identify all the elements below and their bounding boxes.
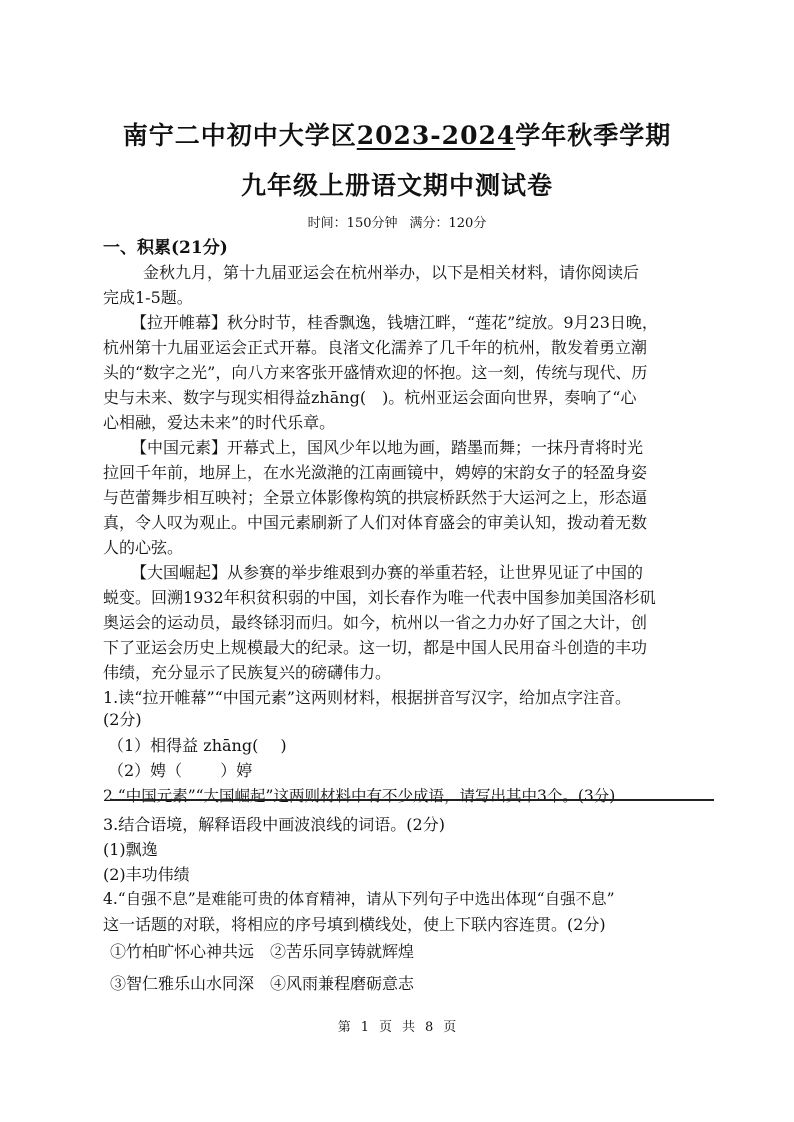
section-heading: 一、积累(21分) <box>103 238 228 258</box>
page-total: 8 <box>425 1020 434 1035</box>
exam-title-line1 <box>0 116 794 152</box>
passage-line: 拉回千年前，地屏上，在水光潋滟的江南画镜中，娉婷的宋韵女子的轻盈身姿 <box>103 463 648 482</box>
passage-line: 人的心弦。 <box>103 538 184 557</box>
answer-line[interactable] <box>110 799 714 801</box>
passage-line: 奥运会的运动员，最终铩羽而归。如今，杭州以一省之力办好了国之大计，创 <box>103 613 648 632</box>
question-3: 3.结合语境，解释语段中画波浪线的词语。(2分) <box>103 815 445 834</box>
page-number: 1 <box>360 1020 369 1035</box>
question-1: 1.读“拉开帷幕”“中国元素”这两则材料，根据拼音写汉字，给加点字注音。 <box>103 688 631 707</box>
exam-score: 满分：120分 <box>409 216 487 231</box>
passage-line: 【拉开帷幕】秋分时节，桂香飘逸，钱塘江畔，“莲花”绽放。9月23日晚， <box>131 313 658 332</box>
question-1-part-1: （1）相得益 zhāng( ) <box>108 736 287 755</box>
passage-line: 【中国元素】开幕式上，国风少年以地为画，踏墨而舞；一抹丹青将时光 <box>131 438 644 457</box>
question-2: 2.“中国元素”“大国崛起”这两则材料中有不少成语，请写出其中3个。(3分) <box>103 787 616 805</box>
passage-line: 下了亚运会历史上规模最大的纪录。这一切，都是中国人民用奋斗创造的丰功 <box>103 638 648 657</box>
page-footer: 第 1 页 共 8 页 <box>337 1020 457 1035</box>
passage-line: 【大国崛起】从参赛的举步维艰到办赛的举重若轻，让世界见证了中国的 <box>131 563 644 582</box>
question-4-options: ①竹柏旷怀心神共远 ②苦乐同享铸就辉煌 <box>110 942 415 961</box>
passage-line: 真，令人叹为观止。中国元素刷新了人们对体育盛会的审美认知，拨动着无数 <box>103 513 648 532</box>
passage-line: 伟绩，充分显示了民族复兴的磅礴伟力。 <box>103 663 392 682</box>
title-term: 学年秋季学期 <box>515 121 672 150</box>
exam-time: 时间：150分钟 <box>307 216 398 231</box>
question-1-score: (2分) <box>103 710 142 729</box>
question-4: 4.“自强不息”是难能可贵的体育精神，请从下列句子中选出体现“自强不息” <box>103 890 615 908</box>
intro-line: 完成1-5题。 <box>103 288 193 307</box>
question-3-part-1: (1)飘逸 <box>103 840 158 859</box>
question-1-part-2: （2）娉（ ）婷 <box>108 761 253 780</box>
title-school: 南宁二中初中大学区 <box>122 121 357 150</box>
exam-meta <box>0 212 794 231</box>
passage-line: 杭州第十九届亚运会正式开幕。良渚文化濡养了几千年的杭州，散发着勇立潮 <box>103 338 648 357</box>
question-4-options: ③智仁雅乐山水同深 ④风雨兼程磨砺意志 <box>110 974 415 993</box>
passage-line: 史与未来、数字与现实相得益zhāng( )。杭州亚运会面向世界，奏响了“心 <box>103 388 637 407</box>
exam-title-line2: 九年级上册语文期中测试卷 <box>240 171 553 200</box>
title-year: 2023-2024 <box>356 121 516 150</box>
passage-line: 心相融，爱达未来”的时代乐章。 <box>103 413 336 432</box>
question-3-part-2: (2)丰功伟绩 <box>103 865 190 884</box>
passage-line: 头的“数字之光”，向八方来客张开盛情欢迎的怀抱。这一刻，传统与现代、历 <box>103 363 648 382</box>
passage-line: 与芭蕾舞步相互映衬；全景立体影像构筑的拱宸桥跃然于大运河之上，形态逼 <box>103 488 648 507</box>
question-4-cont: 这一话题的对联，将相应的序号填到横线处，使上下联内容连贯。(2分) <box>103 915 606 934</box>
intro-line: 金秋九月，第十九届亚运会在杭州举办，以下是相关材料，请你阅读后 <box>143 263 640 282</box>
passage-line: 蜕变。回溯1932年积贫积弱的中国，刘长春作为唯一代表中国参加美国洛杉矶 <box>103 588 656 607</box>
